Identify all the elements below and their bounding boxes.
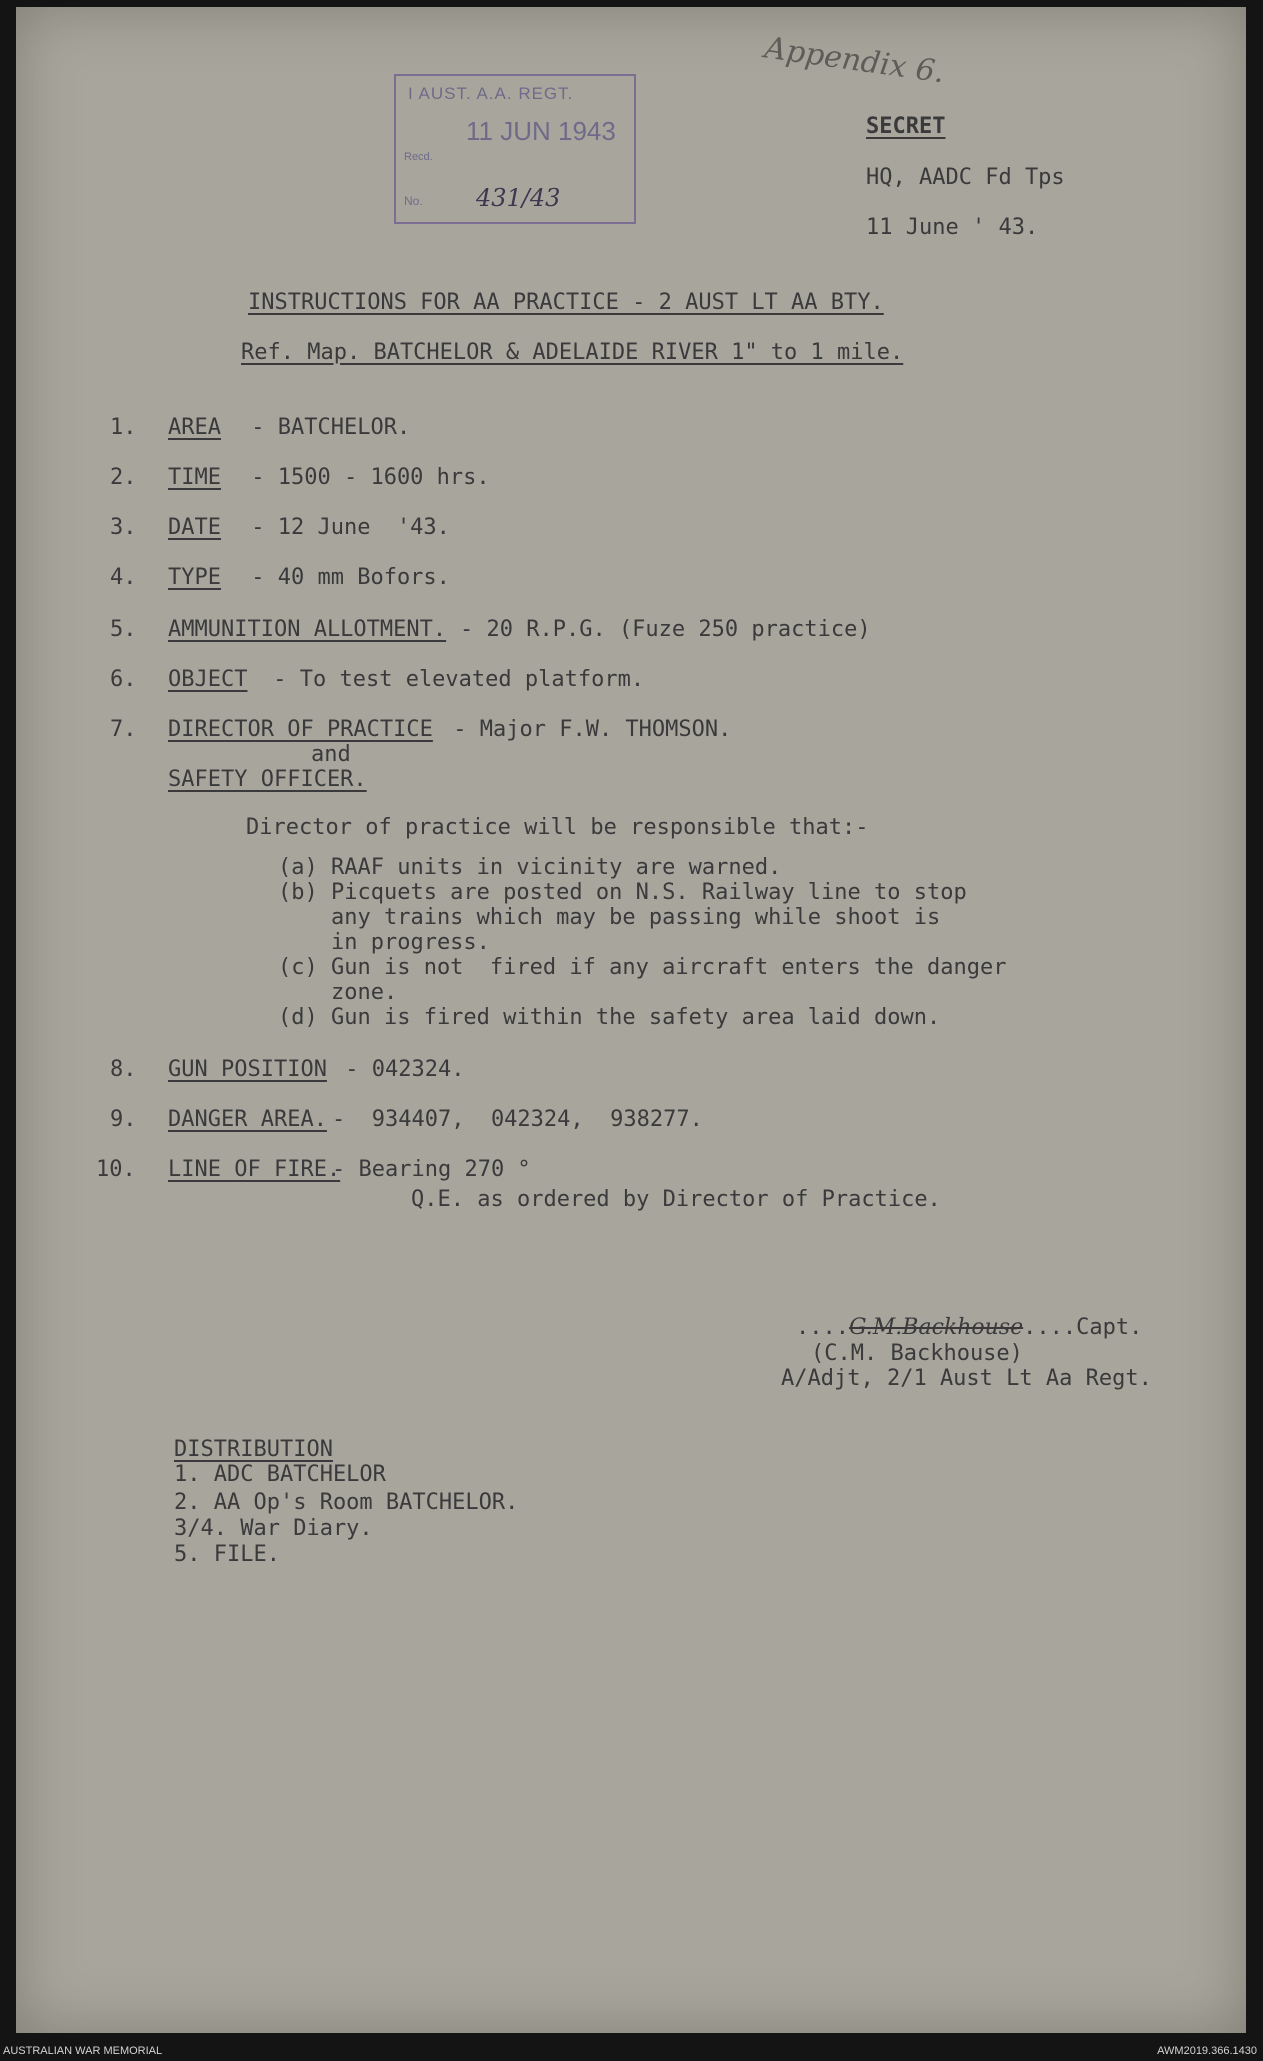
item-8: 8. GUN POSITION - 042324. [110,1057,465,1082]
distribution-line: 5. FILE. [174,1542,280,1567]
subitem-line: zone. [278,980,398,1005]
stamp-recd-label: Recd. [404,151,433,163]
subitem-line: any trains which may be passing while shoot is [278,905,941,930]
item-10: 10. LINE OF FIRE. - Bearing 270 ° [96,1157,531,1182]
item-9: 9. DANGER AREA. - 934407, 042324, 938277. [110,1107,703,1132]
document-title: INSTRUCTIONS FOR AA PRACTICE - 2 AUST LT AA BTY. [248,290,884,315]
signature-line: ....G.M.Backhouse....Capt. [796,1315,1143,1340]
stamp-unit: I AUST. A.A. REGT. [408,84,574,103]
subitem-line: (b) Picquets are posted on N.S. Railway line to stop [278,880,967,905]
header-from: HQ, AADC Fd Tps [866,165,1065,190]
distribution-line: 3/4. War Diary. [174,1516,373,1541]
item-7-safety-officer: SAFETY OFFICER. [168,767,367,792]
subitem-line: (a) RAAF units in vicinity are warned. [278,855,782,880]
distribution-heading: DISTRIBUTION [174,1437,333,1462]
classification: SECRET [866,114,946,139]
distribution-line: 2. AA Op's Room BATCHELOR. [174,1490,519,1515]
subitem-line: (d) Gun is fired within the safety area laid down. [278,1005,941,1030]
item-7-and: and [311,742,351,767]
stamp-number: 431/43 [476,184,561,212]
item-7: 7. DIRECTOR OF PRACTICE - Major F.W. THOMSON. [110,717,732,742]
subitem-line: (c) Gun is not fired if any aircraft enters the danger [278,955,1007,980]
stamp-date: 11 JUN 1943 [466,116,616,146]
item-5: 5. AMMUNITION ALLOTMENT. - 20 R.P.G. (Fuze 250 practice) [110,617,871,642]
header-date: 11 June ' 43. [866,215,1039,240]
handwritten-signature: G.M.Backhouse [848,1315,1024,1340]
footer-accession-number: AWM2019.366.1430 [1157,2045,1257,2057]
footer-institution: AUSTRALIAN WAR MEMORIAL [3,2045,163,2057]
item-1: 1. AREA - BATCHELOR. [110,415,411,440]
item-7-intro: Director of practice will be responsible that:- [246,815,869,840]
stamp-no-label: No. [404,194,423,208]
item-6: 6. OBJECT - To test elevated platform. [110,667,645,692]
item-10-line-2: Q.E. as ordered by Director of Practice. [411,1187,941,1212]
item-4: 4. TYPE - 40 mm Bofors. [110,565,450,590]
signatory-role: A/Adjt, 2/1 Aust Lt Aa Regt. [781,1366,1152,1391]
handwritten-appendix-note: Appendix 6. [762,30,947,91]
subitem-line: in progress. [278,930,490,955]
item-3: 3. DATE - 12 June '43. [110,515,450,540]
item-2: 2. TIME - 1500 - 1600 hrs. [110,465,490,490]
received-stamp [394,74,636,224]
document-page [16,7,1246,2033]
map-reference: Ref. Map. BATCHELOR & ADELAIDE RIVER 1" to 1 mile. [241,340,904,365]
signatory-name: (C.M. Backhouse) [811,1341,1023,1366]
distribution-line: 1. ADC BATCHELOR [174,1462,386,1487]
